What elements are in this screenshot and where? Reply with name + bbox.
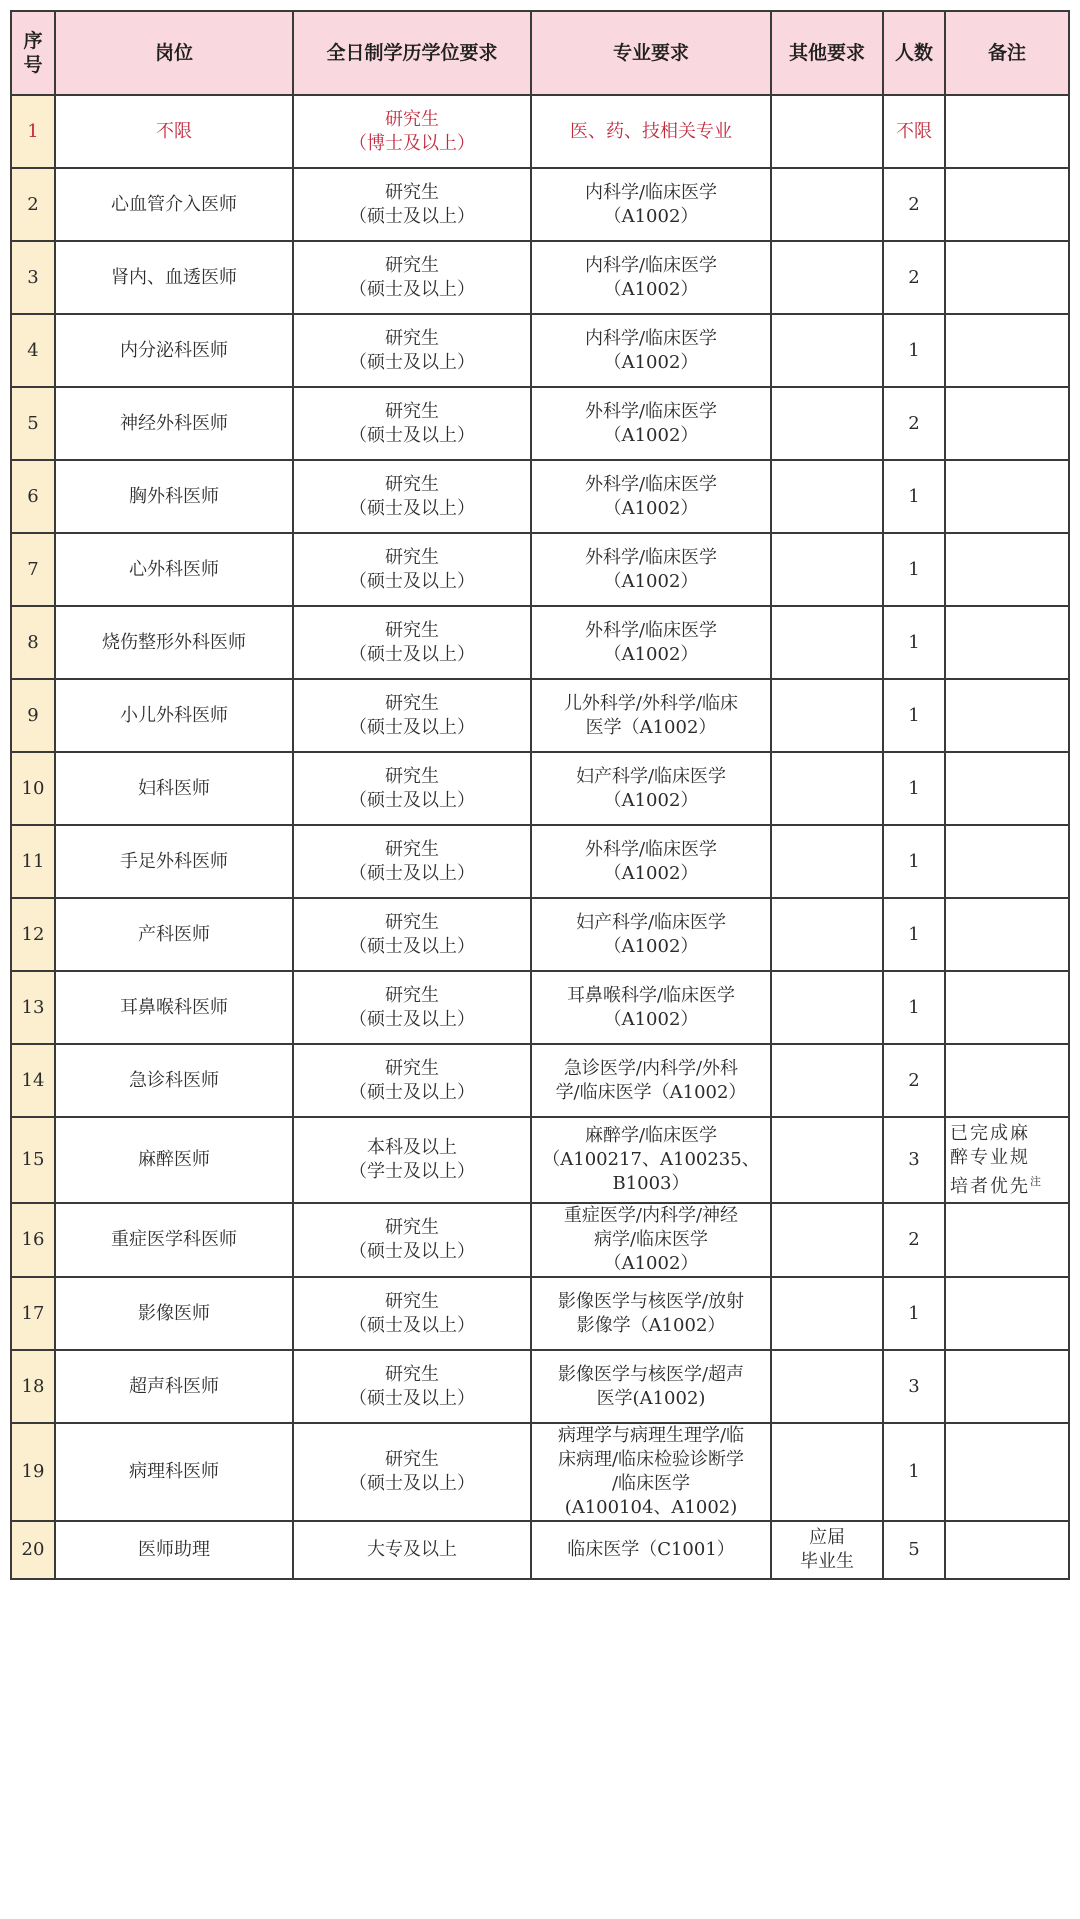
count-cell: 3 (883, 1350, 945, 1423)
post-cell: 小儿外科医师 (55, 679, 293, 752)
note-cell (945, 460, 1069, 533)
post-cell: 超声科医师 (55, 1350, 293, 1423)
major-cell: 外科学/临床医学 （A1002） (531, 825, 771, 898)
education-cell: 研究生 （硕士及以上） (293, 971, 531, 1044)
note-cell (945, 679, 1069, 752)
note-cell (945, 1423, 1069, 1521)
other-cell (771, 971, 883, 1044)
major-cell: 内科学/临床医学 （A1002） (531, 314, 771, 387)
header-index: 序号 (11, 11, 55, 95)
count-cell: 1 (883, 898, 945, 971)
count-cell: 2 (883, 1044, 945, 1117)
other-cell (771, 1203, 883, 1277)
other-cell (771, 606, 883, 679)
note-cell (945, 387, 1069, 460)
header-count: 人数 (883, 11, 945, 95)
other-cell (771, 460, 883, 533)
major-cell: 内科学/临床医学 （A1002） (531, 241, 771, 314)
note-cell (945, 971, 1069, 1044)
post-cell: 烧伤整形外科医师 (55, 606, 293, 679)
major-cell: 妇产科学/临床医学 （A1002） (531, 752, 771, 825)
major-cell: 耳鼻喉科学/临床医学 （A1002） (531, 971, 771, 1044)
index-cell: 15 (11, 1117, 55, 1203)
header-other: 其他要求 (771, 11, 883, 95)
count-cell: 1 (883, 679, 945, 752)
note-superscript: 注 (1030, 1174, 1043, 1188)
index-cell: 6 (11, 460, 55, 533)
post-cell: 重症医学科医师 (55, 1203, 293, 1277)
table-row (11, 752, 1069, 825)
post-cell: 内分泌科医师 (55, 314, 293, 387)
count-cell: 1 (883, 606, 945, 679)
count-cell: 1 (883, 752, 945, 825)
table-row (11, 1277, 1069, 1350)
major-cell: 麻醉学/临床医学 （A100217、A100235、 B1003） (531, 1117, 771, 1203)
education-cell: 研究生 （硕士及以上） (293, 825, 531, 898)
index-cell: 13 (11, 971, 55, 1044)
index-cell: 16 (11, 1203, 55, 1277)
note-cell (945, 752, 1069, 825)
note-cell (945, 241, 1069, 314)
note-cell (945, 1277, 1069, 1350)
header-row (11, 11, 1069, 95)
other-cell (771, 1117, 883, 1203)
index-cell: 8 (11, 606, 55, 679)
index-cell: 20 (11, 1521, 55, 1579)
index-cell: 11 (11, 825, 55, 898)
note-cell (945, 1350, 1069, 1423)
count-cell: 1 (883, 1277, 945, 1350)
note-cell (945, 606, 1069, 679)
education-cell: 研究生 （硕士及以上） (293, 606, 531, 679)
education-cell: 研究生 （硕士及以上） (293, 533, 531, 606)
education-cell: 研究生 （硕士及以上） (293, 1277, 531, 1350)
post-cell: 心血管介入医师 (55, 168, 293, 241)
major-cell: 外科学/临床医学 （A1002） (531, 606, 771, 679)
table-row (11, 460, 1069, 533)
table-row (11, 1203, 1069, 1277)
major-cell: 影像医学与核医学/超声 医学(A1002) (531, 1350, 771, 1423)
table-row (11, 898, 1069, 971)
other-cell (771, 898, 883, 971)
education-cell: 研究生 （硕士及以上） (293, 679, 531, 752)
count-cell: 1 (883, 825, 945, 898)
table-row (11, 606, 1069, 679)
recruitment-table-container (10, 10, 1070, 1580)
other-cell (771, 1044, 883, 1117)
education-cell: 研究生 （硕士及以上） (293, 1350, 531, 1423)
note-text: 已完成麻 醉专业规 培者优先 (950, 1122, 1030, 1197)
count-cell: 1 (883, 460, 945, 533)
table-row (11, 679, 1069, 752)
major-cell: 妇产科学/临床医学 （A1002） (531, 898, 771, 971)
other-cell (771, 752, 883, 825)
major-cell: 内科学/临床医学 （A1002） (531, 168, 771, 241)
education-cell: 研究生 （硕士及以上） (293, 1203, 531, 1277)
education-cell: 研究生 （硕士及以上） (293, 460, 531, 533)
table-row (11, 1350, 1069, 1423)
note-cell (945, 1044, 1069, 1117)
other-cell (771, 1350, 883, 1423)
header-post: 岗位 (55, 11, 293, 95)
post-cell: 影像医师 (55, 1277, 293, 1350)
major-cell: 儿外科学/外科学/临床 医学（A1002） (531, 679, 771, 752)
post-cell: 妇科医师 (55, 752, 293, 825)
post-cell: 耳鼻喉科医师 (55, 971, 293, 1044)
table-row (11, 95, 1069, 168)
header-note: 备注 (945, 11, 1069, 95)
education-cell: 研究生 （博士及以上） (293, 95, 531, 168)
table-row (11, 1117, 1069, 1203)
major-cell: 外科学/临床医学 （A1002） (531, 387, 771, 460)
index-cell: 12 (11, 898, 55, 971)
other-cell (771, 168, 883, 241)
index-cell: 7 (11, 533, 55, 606)
major-cell: 外科学/临床医学 （A1002） (531, 533, 771, 606)
post-cell: 神经外科医师 (55, 387, 293, 460)
note-cell (945, 898, 1069, 971)
major-cell: 急诊医学/内科学/外科 学/临床医学（A1002） (531, 1044, 771, 1117)
post-cell: 不限 (55, 95, 293, 168)
index-cell: 17 (11, 1277, 55, 1350)
education-cell: 研究生 （硕士及以上） (293, 314, 531, 387)
note-cell (945, 1203, 1069, 1277)
header-major: 专业要求 (531, 11, 771, 95)
education-cell: 研究生 （硕士及以上） (293, 898, 531, 971)
index-cell: 9 (11, 679, 55, 752)
education-cell: 大专及以上 (293, 1521, 531, 1579)
post-cell: 麻醉医师 (55, 1117, 293, 1203)
count-cell: 2 (883, 168, 945, 241)
note-cell (945, 1521, 1069, 1579)
index-cell: 18 (11, 1350, 55, 1423)
table-row (11, 387, 1069, 460)
education-cell: 研究生 （硕士及以上） (293, 387, 531, 460)
major-cell: 临床医学（C1001） (531, 1521, 771, 1579)
other-cell (771, 679, 883, 752)
education-cell: 研究生 （硕士及以上） (293, 168, 531, 241)
index-cell: 10 (11, 752, 55, 825)
note-cell (945, 314, 1069, 387)
table-row (11, 1423, 1069, 1521)
other-cell (771, 1277, 883, 1350)
index-cell: 14 (11, 1044, 55, 1117)
other-cell: 应届 毕业生 (771, 1521, 883, 1579)
other-cell (771, 825, 883, 898)
education-cell: 研究生 （硕士及以上） (293, 752, 531, 825)
post-cell: 产科医师 (55, 898, 293, 971)
other-cell (771, 533, 883, 606)
post-cell: 急诊科医师 (55, 1044, 293, 1117)
index-cell: 5 (11, 387, 55, 460)
other-cell (771, 95, 883, 168)
count-cell: 1 (883, 971, 945, 1044)
post-cell: 肾内、血透医师 (55, 241, 293, 314)
table-row (11, 1044, 1069, 1117)
table-row (11, 241, 1069, 314)
count-cell: 1 (883, 1423, 945, 1521)
index-cell: 4 (11, 314, 55, 387)
post-cell: 医师助理 (55, 1521, 293, 1579)
major-cell: 重症医学/内科学/神经 病学/临床医学 （A1002） (531, 1203, 771, 1277)
index-cell: 2 (11, 168, 55, 241)
post-cell: 心外科医师 (55, 533, 293, 606)
index-cell: 19 (11, 1423, 55, 1521)
count-cell: 3 (883, 1117, 945, 1203)
post-cell: 病理科医师 (55, 1423, 293, 1521)
count-cell: 不限 (883, 95, 945, 168)
table-row (11, 1521, 1069, 1579)
count-cell: 2 (883, 1203, 945, 1277)
table-row (11, 168, 1069, 241)
index-cell: 3 (11, 241, 55, 314)
other-cell (771, 314, 883, 387)
table-row (11, 825, 1069, 898)
note-cell (945, 95, 1069, 168)
major-cell: 外科学/临床医学 （A1002） (531, 460, 771, 533)
table-row (11, 971, 1069, 1044)
index-cell: 1 (11, 95, 55, 168)
education-cell: 研究生 （硕士及以上） (293, 1423, 531, 1521)
header-education: 全日制学历学位要求 (293, 11, 531, 95)
education-cell: 研究生 （硕士及以上） (293, 1044, 531, 1117)
other-cell (771, 387, 883, 460)
count-cell: 1 (883, 533, 945, 606)
count-cell: 2 (883, 387, 945, 460)
education-cell: 本科及以上 （学士及以上） (293, 1117, 531, 1203)
count-cell: 5 (883, 1521, 945, 1579)
count-cell: 1 (883, 314, 945, 387)
post-cell: 胸外科医师 (55, 460, 293, 533)
education-cell: 研究生 （硕士及以上） (293, 241, 531, 314)
count-cell: 2 (883, 241, 945, 314)
table-row (11, 314, 1069, 387)
note-cell (945, 825, 1069, 898)
recruitment-table (10, 10, 1070, 1580)
note-cell (945, 168, 1069, 241)
major-cell: 医、药、技相关专业 (531, 95, 771, 168)
major-cell: 病理学与病理生理学/临 床病理/临床检验诊断学 /临床医学 (A100104、A1002) (531, 1423, 771, 1521)
major-cell: 影像医学与核医学/放射 影像学（A1002） (531, 1277, 771, 1350)
post-cell: 手足外科医师 (55, 825, 293, 898)
other-cell (771, 1423, 883, 1521)
note-cell (945, 1117, 1069, 1203)
other-cell (771, 241, 883, 314)
note-cell (945, 533, 1069, 606)
table-row (11, 533, 1069, 606)
